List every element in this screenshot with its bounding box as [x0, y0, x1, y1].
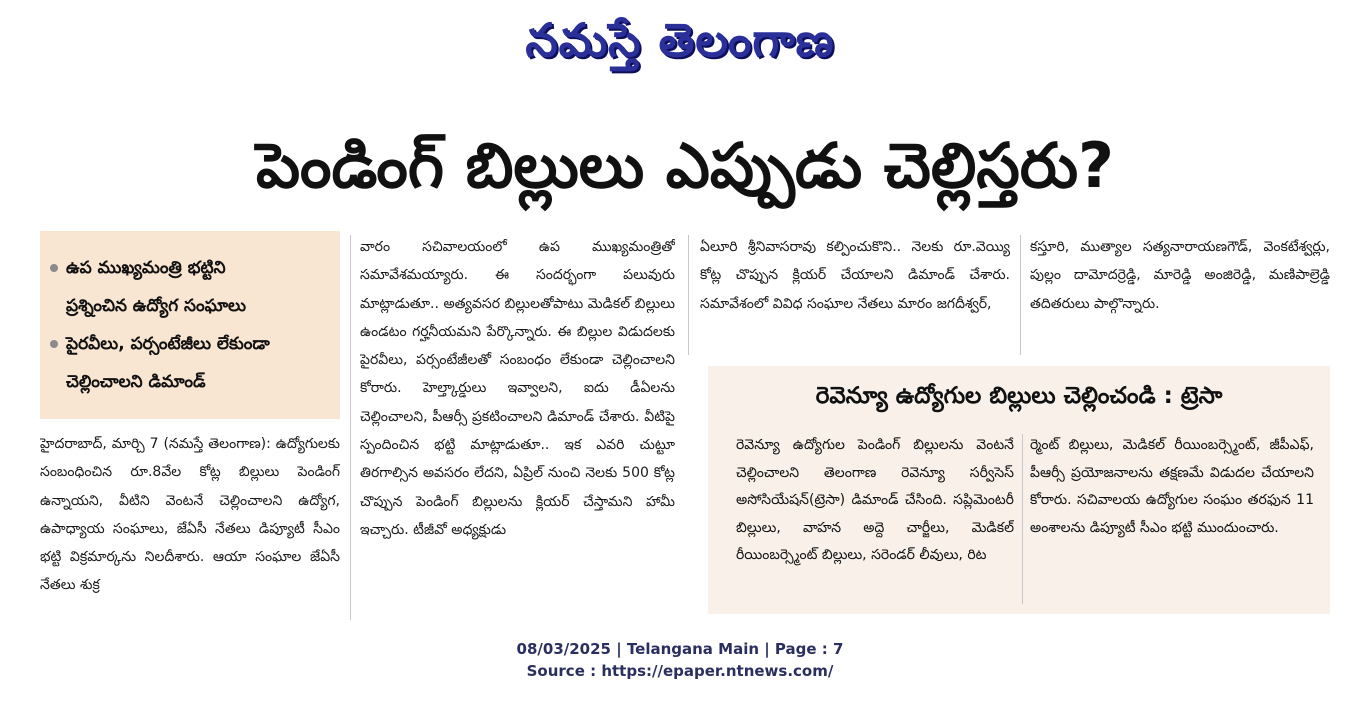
highlights-box — [40, 231, 340, 419]
source-link[interactable]: Source : https://epaper.ntnews.com/ — [526, 662, 834, 680]
newspaper-masthead: నమస్తే తెలంగాణ — [525, 13, 835, 67]
bullet-icon — [50, 340, 58, 348]
column-divider — [350, 235, 351, 620]
highlight-text: పైరవీలు, పర్సంటేజీలు లేకుండా చెల్లించాలని డిమాండ్ — [66, 334, 270, 392]
bullet-icon — [50, 264, 58, 272]
article-column-1: హైదరాబాద్, మార్చి 7 (నమస్తే తెలంగాణ): ఉద్యోగులకు సంబంధించిన రూ.8వేల కోట్ల బిల్లులు పెండింగ్ ఉన్నాయని, వీటిని వెంటనే చెల్లించాలని ఉద్యోగ, ఉపాధ్యాయ సంఘాలు, జేఏసీ నేతలు డిప్యూటీ సీఎం భట్టి విక్రమార్కను నిలదీశారు. ఆయా సంఘాల జేఏసీ నేతలు శుక్ర — [40, 436, 340, 594]
sub-article-column-2: ర్మెంట్ బిల్లులు, మెడికల్ రీయింబర్స్మెంట్, జీపీఎఫ్, పీఆర్సీ ప్రయోజనాలను తక్షణమే విడుదల చేయాలని కోరారు. సచివాలయ ఉద్యోగుల సంఘం తరఫున 11 అంశాలను డిప్యూటీ సీఎం భట్టి ముందుంచారు. — [1030, 437, 1314, 536]
edition-info: 08/03/2025 | Telangana Main | Page : 7 — [516, 640, 844, 658]
highlight-item — [50, 249, 330, 325]
sub-article-column-1: రెవెన్యూ ఉద్యోగుల పెండింగ్ బిల్లులను వెంటనే చెల్లించాలని తెలంగాణ రెవెన్యూ సర్వీసెస్ అసోసియేషన్(ట్రెసా) డిమాండ్ చేసింది. సప్లిమెంటరీ బిల్లులు, వాహన అద్దె చార్జీలు, మెడికల్ రీయింబర్స్మెంట్ బిల్లులు, సరెండర్ లీవులు, రిట — [736, 437, 1014, 563]
article-column-3: ఏలూరి శ్రీనివాసరావు కల్పించుకొని.. నెలకు రూ.వెయ్యి కోట్ల చొప్పున క్లియర్ చేయాలని డిమాండ్ చేశారు. సమావేశంలో వివిధ సంఘాల నేతలు మారం జగదీశ్వర్, — [700, 239, 1010, 312]
highlight-item — [50, 325, 330, 401]
article-column-2: వారం సచివాలయంలో ఉప ముఖ్యమంత్రితో సమావేశమయ్యారు. ఈ సందర్భంగా పలువురు మాట్లాడుతూ.. అత్యవసర బిల్లులతోపాటు మెడికల్ బిల్లులు ఉండటం గర్హనీయమని పేర్కొన్నారు. ఈ బిల్లుల విడుదలకు పైరవీలు, పర్సంటేజీలతో సంబంధం లేకుండా చెల్లించాలని కోరారు. హెల్త్కార్డులు ఇవ్వాలని, ఐదు డీఏలను చెల్లించాలని, పీఆర్సీ ప్రకటించాలని డిమాండ్ చేశారు. వీటిపై స్పందించిన భట్టి మాట్లాడుతూ.. ఇక ఎవరి చుట్టూ తిరగాల్సిన అవసరం లేదని, ఏప్రిల్ నుంచి నెలకు 500 కోట్ల చొప్పున పెండింగ్ బిల్లులను క్లియర్ చేస్తామని హామీ ఇచ్చారు. టీజీవో అధ్యక్షుడు — [360, 239, 675, 538]
column-divider — [688, 235, 689, 355]
sub-article-title: రెవెన్యూ ఉద్యోగుల బిల్లులు చెల్లించండి : ట్రెసా — [815, 383, 1223, 409]
article-headline: పెండింగ్ బిల్లులు ఎప్పుడు చెల్లిస్తరు? — [255, 129, 1115, 202]
highlight-text: ఉప ముఖ్యమంత్రి భట్టిని ప్రశ్నించిన ఉద్యోగ సంఘాలు — [66, 258, 246, 316]
column-divider — [1022, 434, 1023, 604]
sub-article-box — [708, 366, 1330, 614]
column-divider — [1020, 235, 1021, 355]
article-column-4: కస్తూరి, ముత్యాల సత్యనారాయణగౌడ్, వెంకటేశ్వర్లు, పుల్లం దామోదర్రెడ్డి, మారెడ్డి అంజిరెడ్డి, మణిపాల్రెడ్డి తదితరులు పాల్గొన్నారు. — [1030, 239, 1330, 312]
